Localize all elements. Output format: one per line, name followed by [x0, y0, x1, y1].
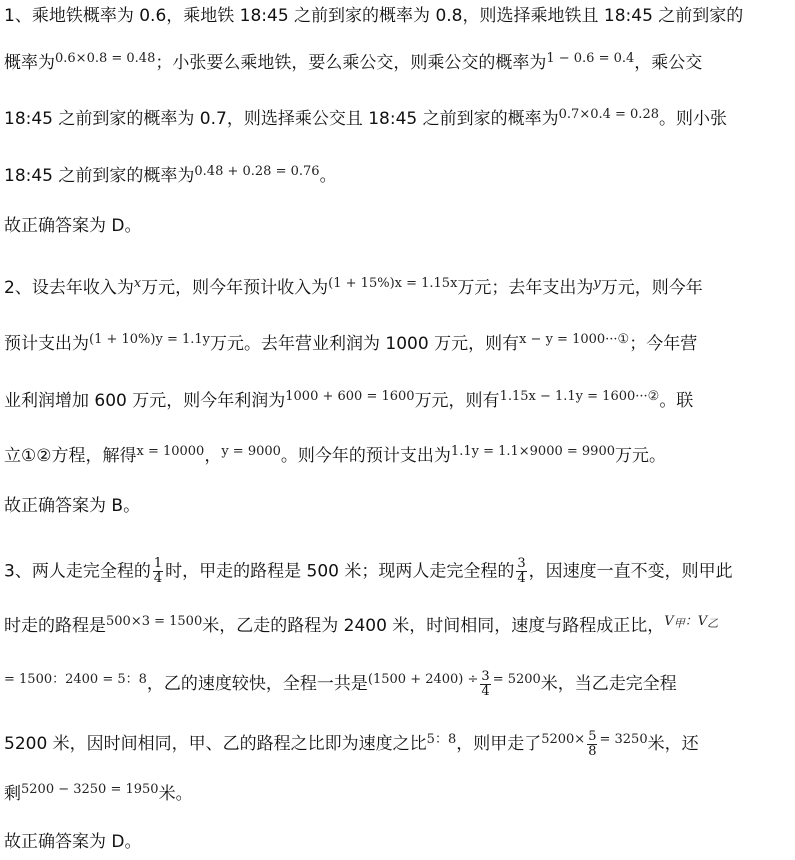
text: 时，甲走的路程是 500 米；现两人走完全程的: [165, 561, 515, 582]
formula: 1.1y = 1.1×9000 = 9900: [450, 444, 615, 459]
s3-line-1: [4, 557, 791, 586]
s1-answer: [4, 214, 791, 238]
text: 万元，则今年: [600, 278, 703, 298]
text: 万元，则今年预计收入为: [141, 278, 329, 298]
text: 万元。: [615, 446, 666, 466]
text: 米，乙走的路程为 2400 米，时间相同，速度与路程成正比，: [202, 616, 665, 636]
s2-line-4: [4, 440, 791, 468]
numerator: 1: [153, 556, 163, 571]
formula: x: [133, 276, 142, 291]
text: ；今年营: [629, 334, 698, 354]
s2-answer: [4, 494, 791, 518]
text: 2、设去年收入为: [4, 278, 134, 298]
formula: x − y = 1000···①: [519, 332, 630, 347]
formula: = 1500：2400 = 5：8: [4, 672, 147, 687]
denominator: 8: [588, 743, 597, 759]
s3-line-5: [4, 778, 791, 806]
text: 剩: [4, 784, 21, 804]
numerator: 5: [588, 728, 597, 744]
text: 米。: [158, 784, 193, 804]
text: ；小张要么乘地铁，要么乘公交，则乘公交的概率为: [155, 53, 547, 73]
s1-line-1: [4, 4, 791, 28]
text: 18:45 之前到家的概率为: [4, 166, 195, 186]
formula: 5：8: [426, 732, 457, 747]
formula: 0.48 + 0.28 = 0.76: [194, 164, 320, 179]
v-symbol: V: [664, 614, 674, 629]
numerator: 3: [481, 668, 490, 684]
text: ，则甲走了: [456, 734, 542, 754]
formula: = 3250: [599, 732, 648, 747]
v-subscript: 甲: [673, 617, 685, 630]
formula: 0.6×0.8 = 0.48: [55, 51, 156, 66]
fraction: [587, 730, 597, 759]
formula: (1 + 10%)y = 1.1y: [89, 332, 210, 347]
denominator: 4: [481, 683, 490, 699]
formula: x = 10000: [136, 444, 205, 459]
velocity-ratio: [664, 614, 718, 629]
text: 业利润增加 600 万元，则今年利润为: [4, 391, 286, 411]
fraction: [516, 557, 526, 586]
text: 。联: [659, 391, 694, 411]
text: 米，当乙走完全程: [540, 674, 677, 694]
s2-line-1: [4, 272, 791, 300]
colon: ：: [684, 614, 698, 629]
answer-text: 故正确答案为 D。: [4, 216, 142, 236]
text: 立①②方程，解得: [4, 446, 137, 466]
v-symbol: V: [697, 614, 708, 629]
text: ，乙的速度较快，全程一共是: [146, 674, 368, 694]
text: ，乘公交: [634, 53, 703, 73]
numerator: 3: [517, 556, 526, 571]
text: 1、乘地铁概率为 0.6，乘地铁 18:45 之前到家的概率为 0.8，则选择乘地铁且 18:45 之前到家的: [4, 6, 744, 26]
text: 3、两人走完全程的: [4, 561, 151, 582]
text: ，: [204, 446, 222, 466]
text: 万元；去年支出为: [457, 278, 594, 298]
s3-line-2: [4, 610, 791, 638]
formula: 1000 + 600 = 1600: [285, 389, 415, 404]
formula: 0.7×0.4 = 0.28: [558, 107, 659, 122]
s3-answer: [4, 830, 791, 854]
text: 。则小张: [658, 109, 727, 129]
answer-text: 故正确答案为 B。: [4, 496, 141, 516]
formula: 1 − 0.6 = 0.4: [546, 51, 635, 66]
s2-line-3: [4, 385, 791, 413]
denominator: 4: [517, 571, 526, 586]
fraction: [480, 670, 490, 699]
formula: 1.15x − 1.1y = 1600···②: [499, 389, 660, 404]
s3-line-3: [4, 668, 791, 699]
formula: y: [593, 276, 601, 291]
s1-line-4: [4, 160, 791, 188]
s1-line-2: [4, 47, 791, 75]
formula: 5200×: [541, 732, 586, 747]
text: ，因速度一直不变，则甲此: [528, 561, 733, 582]
formula: (1500 + 2400) ÷: [367, 672, 479, 687]
text: 。则今年的预计支出为: [280, 446, 451, 466]
text: 万元，则有: [414, 391, 500, 411]
formula: 5200 − 3250 = 1950: [21, 782, 159, 797]
formula: = 5200: [492, 672, 541, 687]
text: 预计支出为: [4, 334, 89, 354]
text: 5200 米，因时间相同，甲、乙的路程之比即为速度之比: [4, 734, 427, 754]
formula: (1 + 15%)x = 1.15x: [328, 276, 458, 291]
v-subscript: 乙: [707, 617, 719, 630]
denominator: 4: [153, 571, 163, 586]
text: 米，还: [647, 734, 699, 754]
text: 概率为: [4, 53, 55, 73]
s3-line-4: [4, 728, 791, 759]
fraction: [153, 557, 163, 586]
formula: y = 9000: [221, 444, 281, 459]
answer-text: 故正确答案为 D。: [4, 832, 142, 852]
text: 18:45 之前到家的概率为 0.7，则选择乘公交且 18:45 之前到家的概率为: [4, 109, 559, 129]
text: 时走的路程是: [4, 616, 106, 636]
s2-line-2: [4, 328, 791, 356]
s1-line-3: [4, 103, 791, 131]
text: 万元。去年营业利润为 1000 万元，则有: [210, 334, 520, 354]
text: 。: [319, 166, 337, 186]
formula: 500×3 = 1500: [106, 614, 203, 629]
